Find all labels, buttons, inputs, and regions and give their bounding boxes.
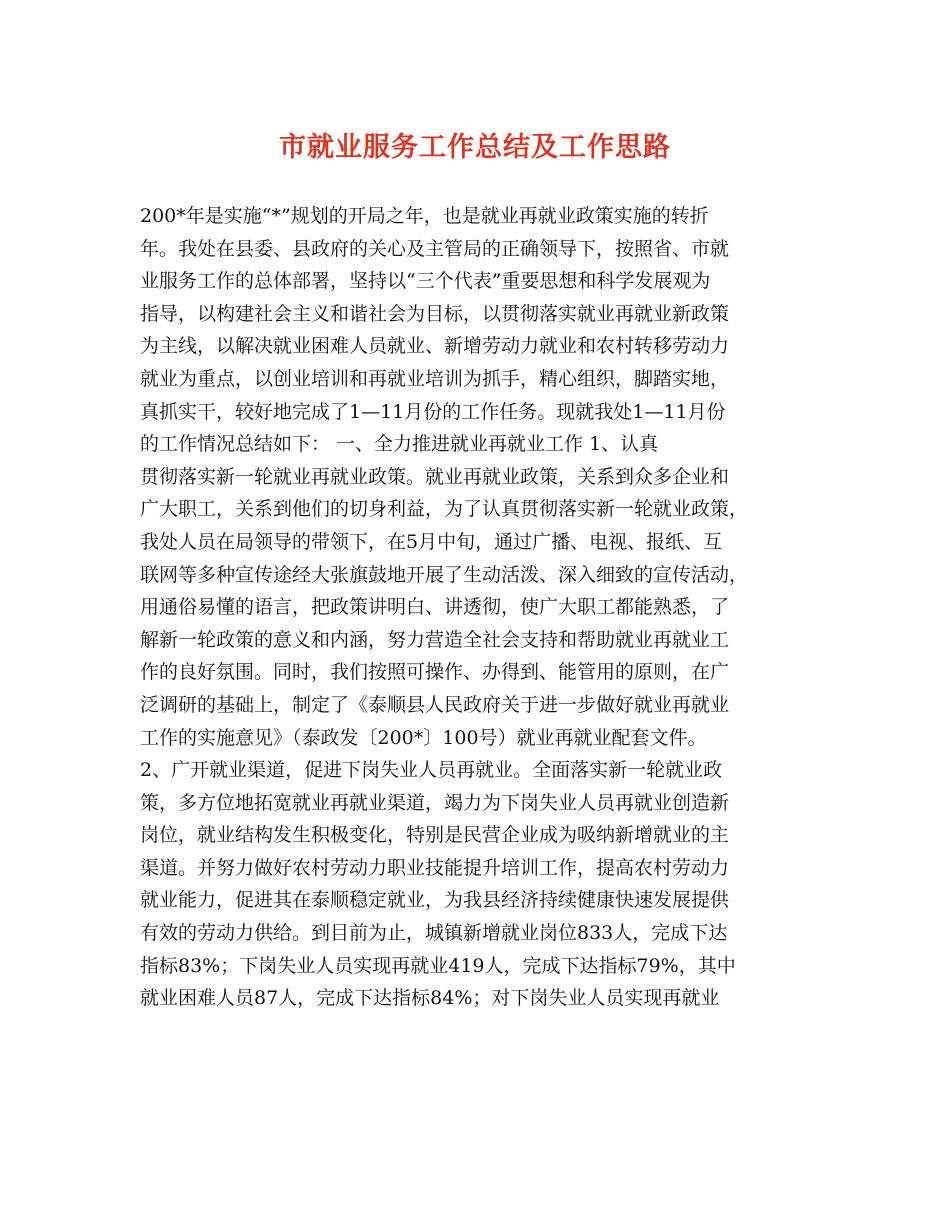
- body-line: 的工作情况总结如下： 一、全力推进就业再就业工作 1、认真: [140, 433, 659, 456]
- body-line: 岗位，就业结构发生积极变化，特别是民营企业成为吸纳新增就业的主: [140, 824, 730, 847]
- document-title: 市就业服务工作总结及工作思路: [279, 132, 671, 163]
- body-line: 指标83%；下岗失业人员实现再就业419人，完成下达指标79%，其中: [140, 954, 736, 977]
- body-line: 用通俗易懂的语言，把政策讲明白、讲透彻，使广大职工都能熟悉，了: [140, 596, 730, 619]
- body-line: 联网等多种宣传途经大张旗鼓地开展了生动活泼、深入细致的宣传活动，: [140, 563, 749, 586]
- body-line: 业服务工作的总体部署，坚持以“三个代表”重要思想和科学发展观为: [140, 270, 711, 293]
- document-body: [140, 200, 820, 1015]
- body-line: 真抓实干，较好地完成了1—11月份的工作任务。现就我处1—11月份: [140, 400, 726, 423]
- body-line: 工作的实施意见》（泰政发〔200*〕100号）就业再就业配套文件。: [140, 726, 707, 749]
- body-line: 2、广开就业渠道，促进下岗失业人员再就业。全面落实新一轮就业政: [140, 759, 723, 782]
- body-line: 为主线，以解决就业困难人员就业、新增劳动力就业和农村转移劳动力: [140, 335, 730, 358]
- body-line: 泛调研的基础上，制定了《泰顺县人民政府关于进一步做好就业再就业: [140, 693, 730, 716]
- body-line: 广大职工，关系到他们的切身利益，为了认真贯彻落实新一轮就业政策，: [140, 498, 749, 521]
- body-line: 解新一轮政策的意义和内涵，努力营造全社会支持和帮助就业再就业工: [140, 628, 730, 651]
- body-line: 200*年是实施“*”规划的开局之年，也是就业再就业政策实施的转折: [140, 205, 709, 227]
- body-line: 策，多方位地拓宽就业再就业渠道，竭力为下岗失业人员再就业创造新: [140, 791, 730, 814]
- body-line: 我处人员在局领导的带领下，在5月中旬，通过广播、电视、报纸、互: [140, 530, 723, 553]
- body-line: 有效的劳动力供给。到目前为止，城镇新增就业岗位833人，完成下达: [140, 922, 728, 945]
- body-line: 就业困难人员87人，完成下达指标84%；对下岗失业人员实现再就业: [140, 987, 720, 1010]
- body-line: 贯彻落实新一轮就业再就业政策。就业再就业政策，关系到众多企业和: [140, 465, 730, 488]
- body-line: 年。我处在县委、县政府的关心及主管局的正确领导下，按照省、市就: [140, 237, 730, 260]
- body-line: 就业为重点，以创业培训和再就业培训为抓手，精心组织，脚踏实地，: [140, 367, 730, 390]
- body-line: 作的良好氛围。同时，我们按照可操作、办得到、能管用的原则，在广: [140, 661, 730, 684]
- body-line: 指导，以构建社会主义和谐社会为目标，以贯彻落实就业再就业新政策: [140, 302, 730, 325]
- body-line: 渠道。并努力做好农村劳动力职业技能提升培训工作，提高农村劳动力: [140, 856, 730, 879]
- body-line: 就业能力，促进其在泰顺稳定就业，为我县经济持续健康快速发展提供: [140, 889, 730, 912]
